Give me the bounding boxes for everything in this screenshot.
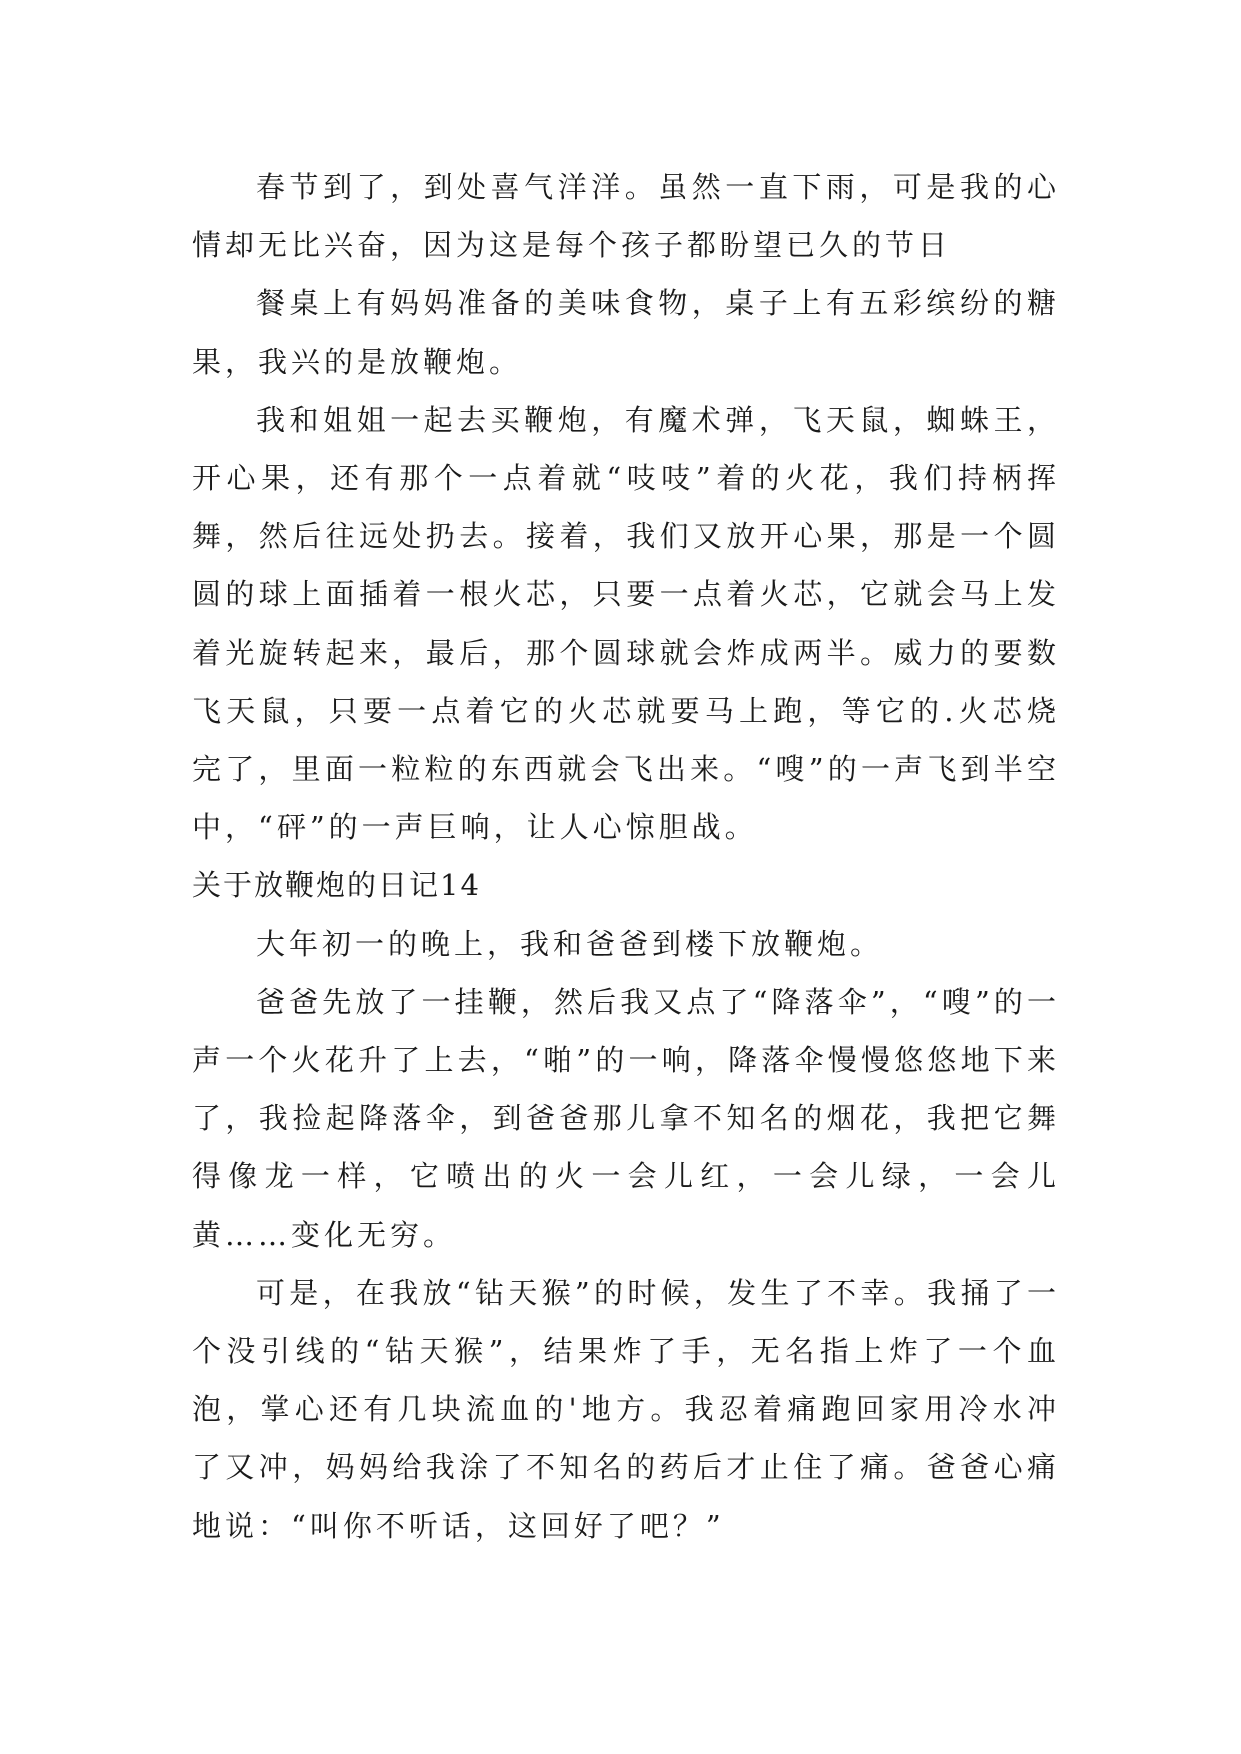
paragraph: 我和姐姐一起去买鞭炮，有魔术弹，飞天鼠，蜘蛛王，开心果，还有那个一点着就“吱吱”着的火花，我们持柄挥舞，然后往远处扔去。接着，我们又放开心果，那是一个圆圆的球上面插着一根火芯，只要一点着火芯，它就会马上发着光旋转起来，最后，那个圆球就会炸成两半。威力的要数飞天鼠，只要一点着它的火芯就要马上跑，等它的.火芯烧完了，里面一粒粒的东西就会飞出来。“嗖”的一声飞到半空中，“砰”的一声巨响，让人心惊胆战。 <box>192 402 1060 845</box>
paragraph: 可是，在我放“钻天猴”的时候，发生了不幸。我捅了一个没引线的“钻天猴”，结果炸了手，无名指上炸了一个血泡，掌心还有几块流血的'地方。我忍着痛跑回家用冷水冲了又冲，妈妈给我涂了不知名的药后才止住了痛。爸爸心痛地说：“叫你不听话，这回好了吧？” <box>192 1275 1060 1543</box>
paragraph: 春节到了，到处喜气洋洋。虽然一直下雨，可是我的心情却无比兴奋，因为这是每个孩子都盼望已久的节日 <box>192 170 1060 263</box>
document-page <box>192 158 1060 1555</box>
paragraph: 大年初一的晚上，我和爸爸到楼下放鞭炮。 <box>256 926 884 961</box>
paragraph: 爸爸先放了一挂鞭，然后我又点了“降落伞”，“嗖”的一声一个火花升了上去，“啪”的一响，降落伞慢慢悠悠地下来了，我捡起降落伞，到爸爸那儿拿不知名的烟花，我把它舞得像龙一样，它喷出的火一会儿红，一会儿绿，一会儿黄……变化无穷。 <box>192 984 1060 1252</box>
section-heading: 关于放鞭炮的日记14 <box>192 868 481 903</box>
paragraph: 餐桌上有妈妈准备的美味食物，桌子上有五彩缤纷的糖果，我兴的是放鞭炮。 <box>192 286 1060 379</box>
